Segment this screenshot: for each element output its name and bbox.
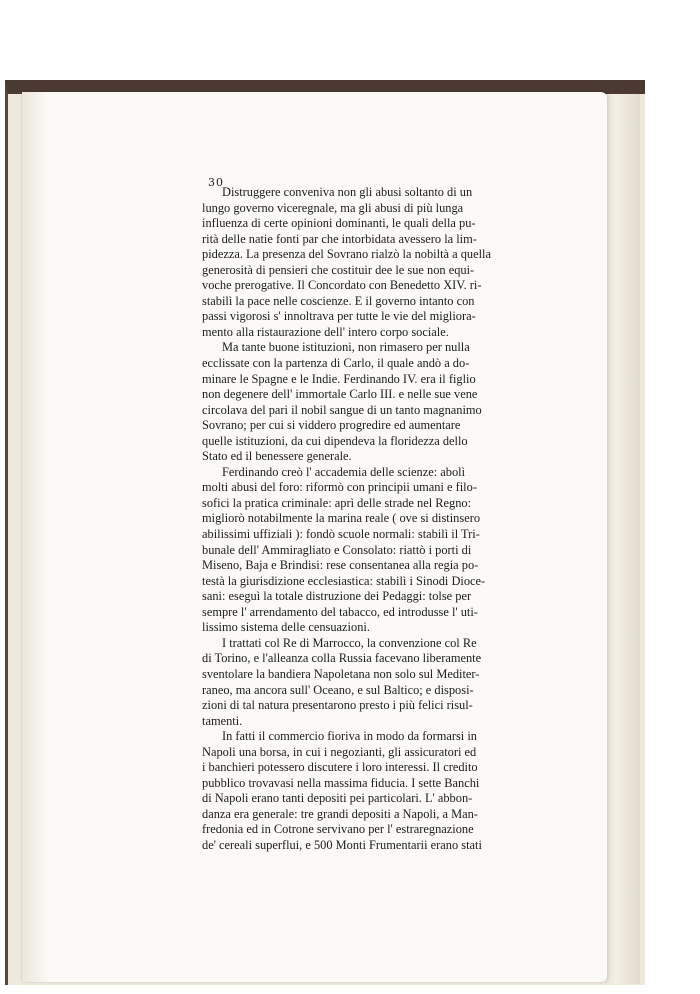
- text-line: bunale dell' Ammiragliato e Consolato: riattò i porti di: [202, 542, 472, 557]
- text-line: voche prerogative. Il Concordato con Benedetto XIV. ri-: [202, 278, 482, 293]
- text-line: lungo governo viceregnale, ma gli abusi di più lunga: [202, 200, 464, 215]
- text-line: sofici la pratica criminale: aprì delle strade nel Regno:: [202, 495, 472, 510]
- text-line: tamenti.: [202, 713, 243, 728]
- text-line: di Torino, e l'alleanza colla Russia facevano liberamente: [202, 651, 482, 666]
- text-line: de' cereali superflui, e 500 Monti Frumentarii erano stati: [202, 837, 482, 852]
- text-line: Stato ed il benessere generale.: [202, 449, 352, 464]
- text-line: danza era generale: tre grandi depositi a Napoli, a Man-: [202, 806, 478, 821]
- text-line: non degenere dell' immortale Carlo III. e nelle sue vene: [202, 387, 478, 402]
- paragraph: [202, 729, 547, 853]
- text-line: minare le Spagne e le Indie. Ferdinando IV. era il figlio: [202, 371, 476, 386]
- text-line: sani: eseguì la totale distruzione dei Pedaggi: tolse per: [202, 589, 472, 604]
- text-line: mento alla ristaurazione dell' intero corpo sociale.: [202, 324, 449, 339]
- text-line: raneo, ma ancora sull' Oceano, e sul Baltico; e disposi-: [202, 682, 474, 697]
- text-line: circolava del pari il nobil sangue di un tanto magnanimo: [202, 402, 482, 417]
- text-line: Ferdinando creò l' accademia delle scienze: abolì: [222, 464, 466, 479]
- text-line: Ma tante buone istituzioni, non rimasero per nulla: [222, 340, 470, 355]
- text-line: testà la giurisdizione ecclesiastica: stabilì i Sinodi Dioce-: [202, 573, 486, 588]
- text-line: fredonia ed in Cotrone servivano per l' estraregnazione: [202, 822, 474, 837]
- text-line: i banchieri potessero discutere i loro interessi. Il credito: [202, 760, 478, 775]
- text-line: di Napoli erano tanti depositi pei particolari. L' abbon-: [202, 791, 473, 806]
- page-number: 30: [208, 176, 224, 189]
- text-line: sempre l' arrendamento del tabacco, ed introdusse l' uti-: [202, 604, 478, 619]
- text-line: Napoli una borsa, in cui i negozianti, gli assicuratori ed: [202, 744, 477, 759]
- text-line: influenza di certe opinioni dominanti, le quali della pu-: [202, 216, 476, 231]
- body-text: [202, 185, 547, 854]
- text-line: I trattati col Re di Marrocco, la convenzione col Re: [222, 635, 477, 650]
- text-line: zioni di tal natura presentarono presto i più felici risul-: [202, 698, 473, 713]
- text-line: In fatti il commercio fioriva in modo da formarsi in: [222, 729, 477, 744]
- paragraph: [202, 340, 547, 464]
- paragraph: [202, 636, 547, 729]
- text-line: migliorò notabilmente la marina reale ( ove si distinsero: [202, 511, 481, 526]
- paragraph: [202, 185, 547, 340]
- text-line: generosità di pensieri che costituir dee le sue non equi-: [202, 262, 475, 277]
- text-line: pidezza. La presenza del Sovrano rialzò la nobiltà a quella: [202, 247, 491, 262]
- text-line: lissimo sistema delle censuazioni.: [202, 620, 370, 635]
- text-line: Distruggere conveniva non gli abusi soltanto di un: [222, 185, 473, 199]
- text-line: stabilì la pace nelle coscienze. E il governo intanto con: [202, 293, 475, 308]
- text-line: quelle istituzioni, da cui dipendeva la floridezza dello: [202, 433, 468, 448]
- text-line: molti abusi del foro: riformò con principii umani e filo-: [202, 480, 477, 495]
- text-line: abilissimi uffiziali ): fondò scuole normali: stabilì il Tri-: [202, 527, 480, 542]
- text-line: sventolare la bandiera Napoletana non solo sul Mediter-: [202, 666, 480, 681]
- text-line: Miseno, Baja e Brindisi: rese consentanea alla regia po-: [202, 558, 479, 573]
- text-line: pubblico trovavasi nella massima fiducia. I sette Banchi: [202, 775, 480, 790]
- text-line: passi vigorosi s' innoltrava per tutte le vie del migliora-: [202, 309, 476, 324]
- paragraph: [202, 465, 547, 636]
- text-line: Sovrano; per cui si viddero progredire ed aumentare: [202, 418, 461, 433]
- text-line: rità delle natie fonti par che intorbidata avessero la lim-: [202, 231, 477, 246]
- text-line: ecclissate con la partenza di Carlo, il quale andò a do-: [202, 356, 470, 371]
